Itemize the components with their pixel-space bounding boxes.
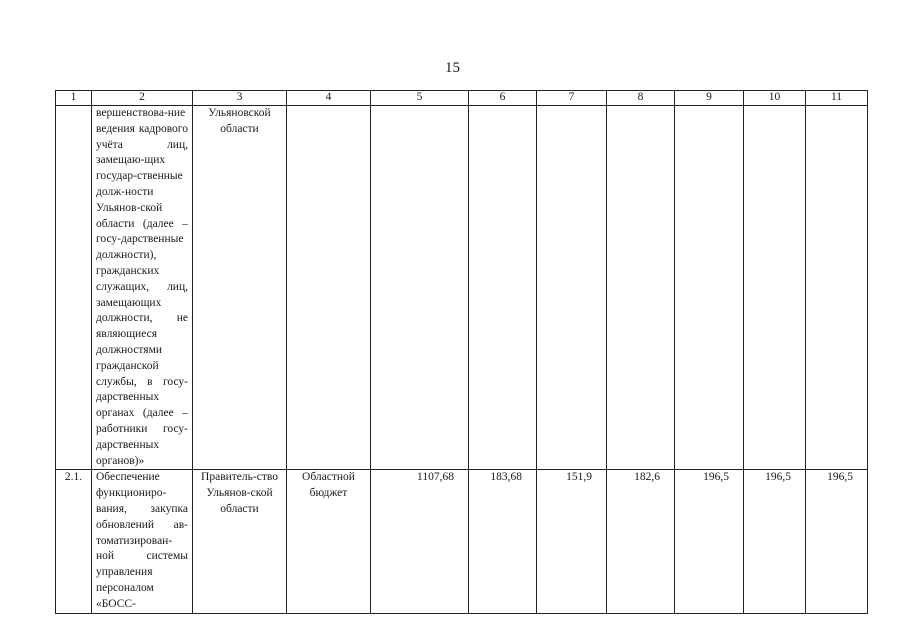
source-cell: [287, 106, 371, 470]
column-header-9: 9: [675, 91, 744, 106]
column-header-11: 11: [806, 91, 868, 106]
column-header-7: 7: [537, 91, 607, 106]
value-cell: [537, 106, 607, 470]
column-header-8: 8: [607, 91, 675, 106]
column-header-10: 10: [744, 91, 806, 106]
source-cell: Областной бюджет: [287, 470, 371, 613]
value-cell: [675, 106, 744, 470]
value-cell: [607, 106, 675, 470]
column-header-4: 4: [287, 91, 371, 106]
value-cell: [371, 106, 469, 470]
column-header-1: 1: [56, 91, 92, 106]
responsible-cell: Ульяновской области: [193, 106, 287, 470]
row-number-cell: [56, 106, 92, 470]
total-value-cell: 1107,68: [371, 470, 469, 613]
value-cell: 196,5: [806, 470, 868, 613]
value-cell: 182,6: [607, 470, 675, 613]
value-cell: 196,5: [675, 470, 744, 613]
value-cell: 151,9: [537, 470, 607, 613]
value-cell: [806, 106, 868, 470]
table-row: [56, 106, 868, 470]
responsible-cell: Правитель-ство Ульянов-ской области: [193, 470, 287, 613]
column-header-5: 5: [371, 91, 469, 106]
column-header-6: 6: [469, 91, 537, 106]
description-cell: вершенствова-ние ведения кадрового учёта лиц, замещаю-щих государ-ственные долж-ности Ульянов-ской области (далее – госу-дарственные должности), гражданских служащих, лиц, замещающих должности, не являющиеся должностями гражданской службы, в госу-дарственных органах (далее – работники госу-дарственных органов)»: [92, 106, 193, 470]
table-row: [56, 470, 868, 613]
table-header-row: [56, 91, 868, 106]
row-number-cell: 2.1.: [56, 470, 92, 613]
column-header-2: 2: [92, 91, 193, 106]
column-header-3: 3: [193, 91, 287, 106]
data-table: [55, 90, 868, 614]
value-cell: [469, 106, 537, 470]
description-cell: Обеспечение функциониро-вания, закупка обновлений ав-томатизирован-ной системы управления персоналом «БОСС-: [92, 470, 193, 613]
value-cell: [744, 106, 806, 470]
value-cell: 183,68: [469, 470, 537, 613]
value-cell: 196,5: [744, 470, 806, 613]
page-number: 15: [445, 60, 460, 76]
